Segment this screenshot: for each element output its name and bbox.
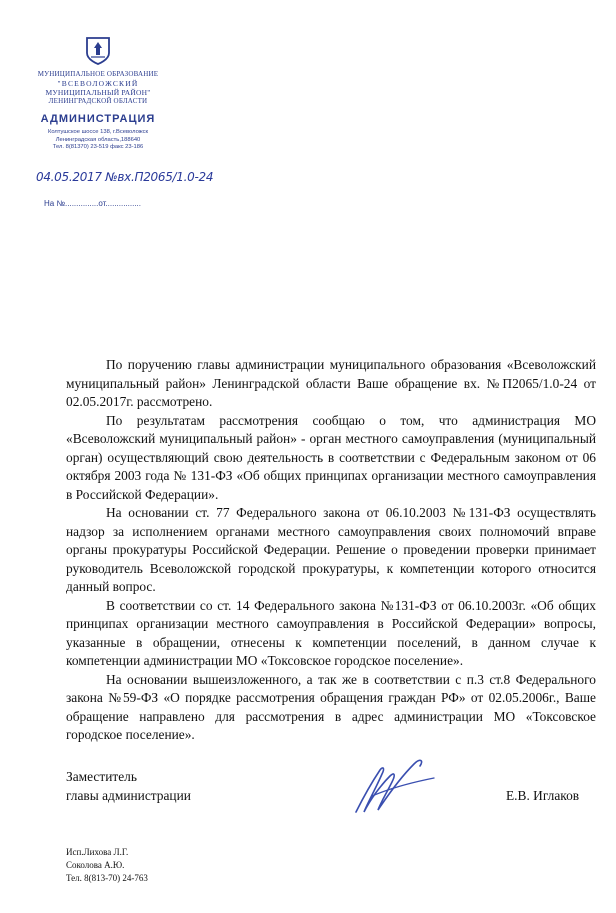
paragraph-1: По поручению главы администрации муниципального образования «Всеволожский муниципальный район» Ленинградской области Ваше обращение вх. №П2065/1.0-24 от 02.05.2017г. рассмотрено. [66, 357, 596, 409]
paragraph-4: В соответствии со ст. 14 Федерального закона №131-ФЗ от 06.10.2003г. «Об общих принципах организации местного самоуправления в Российской Федерации» вопросы, указанные в обращении, отнесены к компетенции поселений, в данном случае к компетенции администрации МО «Токсовское городское поселение». [66, 597, 596, 668]
letterhead-line-3: МУНИЦИПАЛЬНЫЙ РАЙОН" [45, 88, 151, 97]
letterhead-admin-title: АДМИНИСТРАЦИЯ [40, 113, 156, 125]
executor-block [66, 846, 148, 885]
incoming-reference: На №...............от................ [44, 199, 141, 208]
executor-line-2: Соколова А.Ю. [66, 860, 125, 870]
letterhead-address-3: Тел. 8(81370) 23-519 факс 23-186 [52, 144, 144, 150]
outgoing-reference [36, 170, 236, 184]
letterhead-address-2: Ленинградская область,188640 [55, 136, 141, 143]
signatory-position [66, 768, 191, 805]
signatory-position-line-2: главы администрации [66, 787, 191, 803]
letter-body [66, 356, 596, 745]
coat-of-arms-icon [84, 36, 112, 66]
paragraph-5: На основании вышеизложенного, а так же в соответствии с п.3 ст.8 Федерального закона №59-ФЗ «О порядке рассмотрения обращения граждан РФ» от 02.05.2006г., Ваше обращение направлено для рассмотрения в адрес администрации МО «Токсовское городское поселение». [66, 671, 596, 742]
executor-line-1: Исп.Лихова Л.Г. [66, 847, 129, 857]
letterhead-address-1: Колтушское шоссе 138, г.Всеволожск [47, 129, 149, 135]
paragraph-2: По результатам рассмотрения сообщаю о том, что администрация МО «Всеволожский муниципальный район» - орган местного самоуправления (муниципальный орган) осуществляющий свою деятельность в соответствии с Федеральным законом от 06 октября 2003 года № 131-ФЗ «Об общих принципах организации местного самоуправления в Российской Федерации». [66, 412, 596, 502]
paragraph-3: На основании ст. 77 Федерального закона от 06.10.2003 №131-ФЗ осуществлять надзор за исполнением органами местного самоуправления своих полномочий вправе органы прокуратуры Российской Федерации. Решение о проведении проверки принимает руководитель Всеволожской городской прокуратуры, к компетенции которого относится данный вопрос. [66, 505, 596, 594]
outgoing-reference-handwritten: 04.05.2017 №вх.П2065/1.0-24 [36, 170, 214, 184]
signatory-position-line-1: Заместитель [66, 769, 137, 784]
letterhead [18, 36, 178, 152]
handwritten-signature [350, 756, 440, 818]
letterhead-line-1: МУНИЦИПАЛЬНОЕ ОБРАЗОВАНИЕ [37, 70, 159, 78]
letterhead-line-2: "ВСЕВОЛОЖСКИЙ [57, 79, 139, 88]
executor-phone: Тел. 8(813-70) 24-763 [66, 873, 148, 883]
letterhead-line-4: ЛЕНИНГРАДСКОЙ ОБЛАСТИ [48, 97, 148, 105]
signatory-name: Е.В. Иглаков [506, 788, 580, 803]
